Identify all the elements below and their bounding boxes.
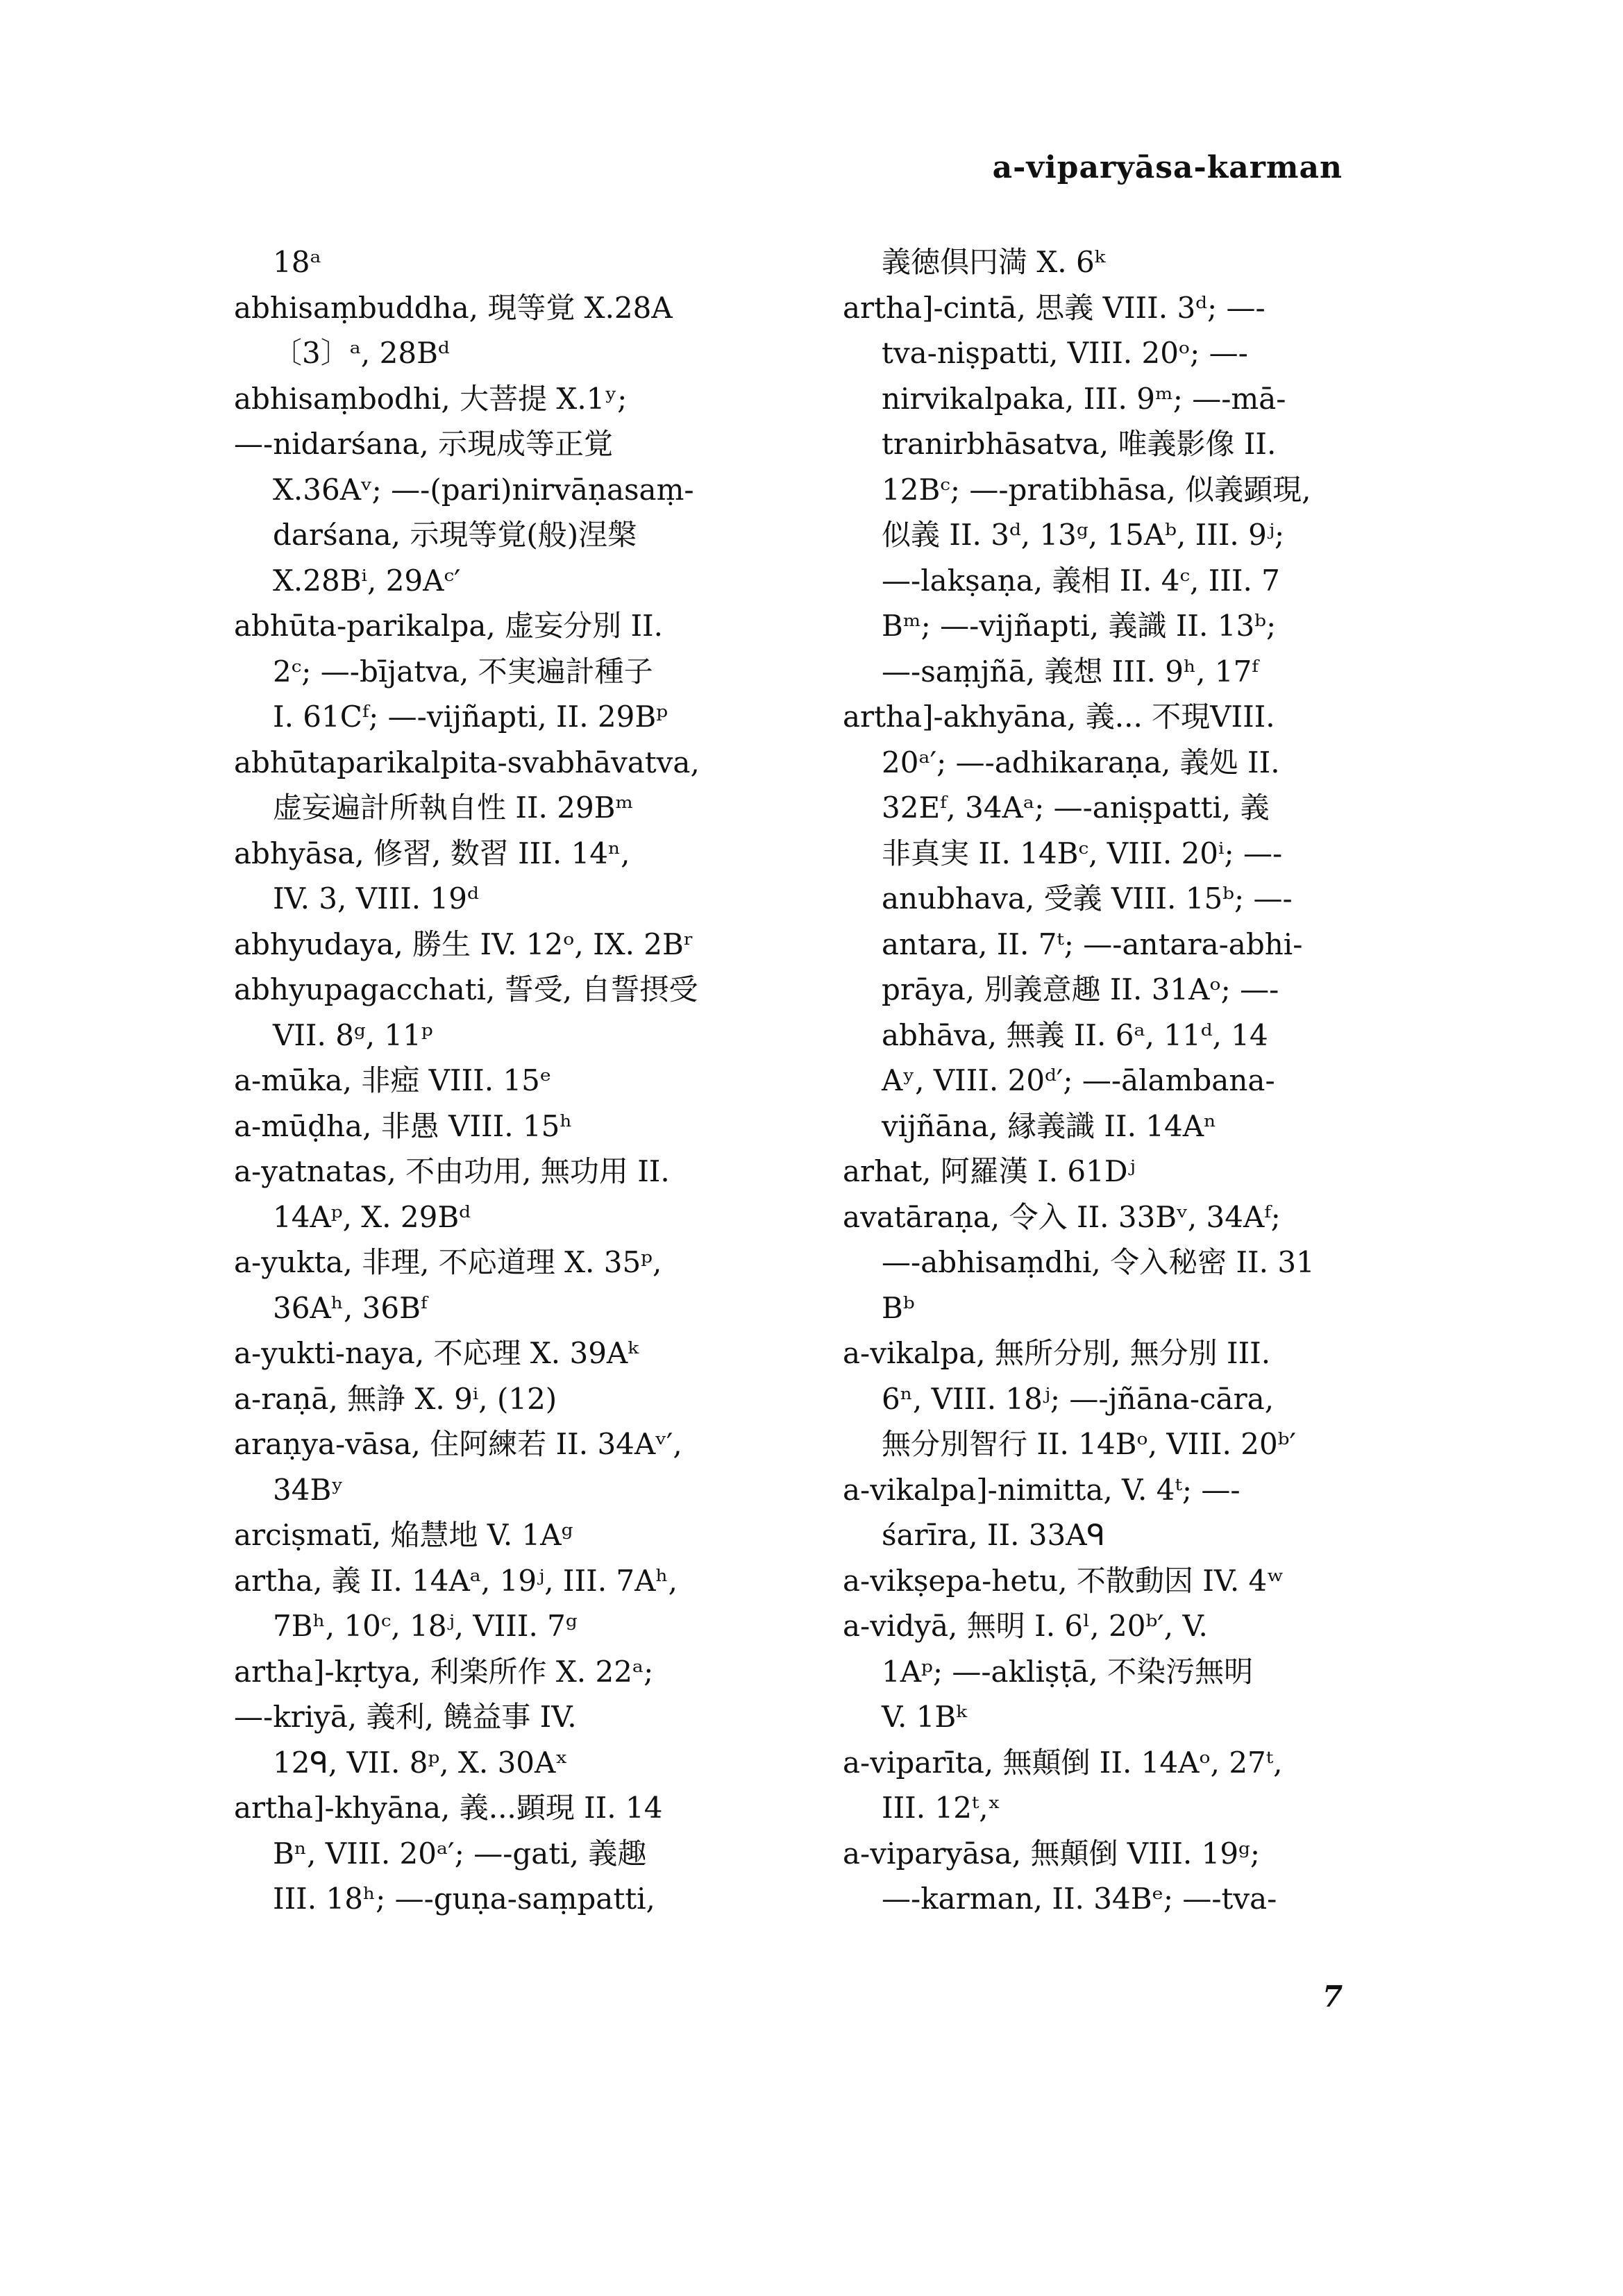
- index-entry-line: 34Bʸ: [273, 1472, 344, 1507]
- index-entry-line: —-saṃjñā, 義想 III. 9ʰ, 17ᶠ: [882, 654, 1259, 689]
- index-entry-line: V. 1Bᵏ: [882, 1700, 967, 1734]
- index-entry-line: 義徳倶円満 X. 6ᵏ: [882, 245, 1105, 279]
- index-entry-line: a-yukti-naya, 不応理 X. 39Aᵏ: [234, 1336, 639, 1370]
- index-entry-line: —-nidarśana, 示現成等正覚: [234, 427, 614, 461]
- index-entry-line: araṇya-vāsa, 住阿練若 II. 34Aᵛ′,: [234, 1427, 682, 1461]
- index-entry-line: avatāraṇa, 令入 II. 33Bᵛ, 34Aᶠ;: [843, 1199, 1281, 1234]
- index-entry-line: a-raṇā, 無諍 X. 9ⁱ, (12): [234, 1381, 557, 1416]
- index-entry-line: śarīra, II. 33Aᑫ: [882, 1518, 1105, 1552]
- index-entry-line: anubhava, 受義 VIII. 15ᵇ; —-: [882, 881, 1293, 915]
- index-entry-line: 1Aᵖ; —-akliṣṭā, 不染汚無明: [882, 1654, 1254, 1689]
- index-entry-line: a-vikṣepa-hetu, 不散動因 IV. 4ʷ: [843, 1563, 1284, 1598]
- index-entry-line: 6ⁿ, VIII. 18ʲ; —-jñāna-cāra,: [882, 1381, 1275, 1416]
- index-entry-line: 虚妄遍計所執自性 II. 29Bᵐ: [273, 791, 634, 825]
- index-entry-line: 12ᑫ, VII. 8ᵖ, X. 30Aˣ: [273, 1745, 569, 1780]
- index-entry-line: antara, II. 7ᵗ; —-antara-abhi-: [882, 927, 1303, 961]
- index-entry-line: prāya, 別義意趣 II. 31Aᵒ; —-: [882, 972, 1279, 1006]
- index-entry-line: arhat, 阿羅漢 I. 61Dʲ: [843, 1154, 1136, 1188]
- index-entry-line: Bⁿ, VIII. 20ᵃ′; —-gati, 義趣: [273, 1836, 647, 1871]
- index-entry-line: abhyudaya, 勝生 IV. 12ᵒ, IX. 2Bʳ: [234, 927, 694, 961]
- index-entry-line: a-vidyā, 無明 I. 6ˡ, 20ᵇ′, V.: [843, 1609, 1208, 1643]
- index-entry-line: tva-niṣpatti, VIII. 20ᵒ; —-: [882, 336, 1248, 370]
- index-entry-line: abhyupagacchati, 誓受, 自誓摂受: [234, 972, 698, 1006]
- page-number: 7: [1322, 1980, 1343, 2014]
- index-entry-line: a-yukta, 非理, 不応道理 X. 35ᵖ,: [234, 1245, 662, 1279]
- index-entry-line: abhūtaparikalpita-svabhāvatva,: [234, 745, 700, 779]
- index-entry-line: artha, 義 II. 14Aᵃ, 19ʲ, III. 7Aʰ,: [234, 1563, 678, 1598]
- index-entry-line: a-mūka, 非瘂 VIII. 15ᵉ: [234, 1063, 552, 1097]
- index-entry-line: 無分別智行 II. 14Bᵒ, VIII. 20ᵇ′: [882, 1427, 1297, 1461]
- index-entry-line: artha]-akhyāna, 義... 不現VIII.: [843, 700, 1275, 734]
- index-entry-line: 32Eᶠ, 34Aᵃ; —-aniṣpatti, 義: [882, 791, 1270, 825]
- index-entry-line: darśana, 示現等覚(般)涅槃: [273, 518, 637, 552]
- index-entry-line: —-karman, II. 34Bᵉ; —-tva-: [882, 1882, 1277, 1916]
- index-entry-line: artha]-cintā, 思義 VIII. 3ᵈ; —-: [843, 290, 1265, 325]
- right-column: [843, 239, 1398, 1922]
- index-entry-line: III. 18ʰ; —-guṇa-saṃpatti,: [273, 1882, 655, 1916]
- index-entry-line: a-vikalpa, 無所分別, 無分別 III.: [843, 1336, 1271, 1370]
- index-entry-line: vijñāna, 縁義識 II. 14Aⁿ: [882, 1108, 1217, 1143]
- running-head: a-viparyāsa-karman: [992, 150, 1343, 185]
- index-entry-line: X.36Aᵛ; —-(pari)nirvāṇasaṃ-: [273, 472, 694, 507]
- index-entry-line: a-viparīta, 無顛倒 II. 14Aᵒ, 27ᵗ,: [843, 1745, 1283, 1780]
- index-entry-line: 似義 II. 3ᵈ, 13ᵍ, 15Aᵇ, III. 9ʲ;: [882, 518, 1285, 552]
- index-entry-line: abhisaṃbuddha, 現等覚 X.28A: [234, 290, 673, 325]
- index-entry-line: Aʸ, VIII. 20ᵈ′; —-ālambana-: [882, 1063, 1275, 1097]
- index-entry-line: abhisaṃbodhi, 大菩提 X.1ʸ;: [234, 381, 628, 416]
- index-entry-line: abhūta-parikalpa, 虚妄分別 II.: [234, 609, 664, 643]
- index-entry-line: a-viparyāsa, 無顛倒 VIII. 19ᵍ;: [843, 1836, 1261, 1871]
- index-entry-line: 14Aᵖ, X. 29Bᵈ: [273, 1199, 471, 1234]
- index-entry-line: Bᵐ; —-vijñapti, 義識 II. 13ᵇ;: [882, 609, 1277, 643]
- index-entry-line: artha]-kṛtya, 利楽所作 X. 22ᵃ;: [234, 1654, 654, 1689]
- index-entry-line: nirvikalpaka, III. 9ᵐ; —-mā-: [882, 381, 1286, 416]
- index-entry-line: —-abhisaṃdhi, 令入秘密 II. 31: [882, 1245, 1315, 1279]
- index-entry-line: 7Bʰ, 10ᶜ, 18ʲ, VIII. 7ᵍ: [273, 1609, 578, 1643]
- left-column: [234, 239, 789, 1922]
- index-entry-line: 〔3〕ᵃ, 28Bᵈ: [273, 336, 450, 370]
- index-entry-line: a-yatnatas, 不由功用, 無功用 II.: [234, 1154, 670, 1188]
- index-entry-line: 2ᶜ; —-bījatva, 不実遍計種子: [273, 654, 653, 689]
- index-entry-line: artha]-khyāna, 義...顕現 II. 14: [234, 1791, 663, 1825]
- index-entry-line: I. 61Cᶠ; —-vijñapti, II. 29Bᵖ: [273, 700, 668, 734]
- index-entry-line: 20ᵃ′; —-adhikaraṇa, 義処 II.: [882, 745, 1280, 779]
- index-entry-line: abhāva, 無義 II. 6ᵃ, 11ᵈ, 14: [882, 1018, 1268, 1052]
- index-entry-line: —-kriyā, 義利, 饒益事 IV.: [234, 1700, 577, 1734]
- index-entry-line: abhyāsa, 修習, 数習 III. 14ⁿ,: [234, 836, 630, 870]
- index-entry-line: 12Bᶜ; —-pratibhāsa, 似義顕現,: [882, 472, 1311, 507]
- index-entry-line: Bᵇ: [882, 1290, 915, 1325]
- index-entry-line: IV. 3, VIII. 19ᵈ: [273, 881, 479, 915]
- index-entry-line: 36Aʰ, 36Bᶠ: [273, 1290, 428, 1325]
- index-entry-line: VII. 8ᵍ, 11ᵖ: [273, 1018, 433, 1052]
- index-entry-line: III. 12ᵗ,ˣ: [882, 1791, 1001, 1825]
- index-entry-line: arciṣmatī, 焔慧地 V. 1Aᵍ: [234, 1518, 573, 1552]
- index-entry-line: a-vikalpa]-nimitta, V. 4ᵗ; —-: [843, 1472, 1241, 1507]
- index-entry-line: —-lakṣaṇa, 義相 II. 4ᶜ, III. 7: [882, 563, 1280, 598]
- index-entry-line: tranirbhāsatva, 唯義影像 II.: [882, 427, 1277, 461]
- index-entry-line: a-mūḍha, 非愚 VIII. 15ʰ: [234, 1108, 573, 1143]
- index-entry-line: X.28Bⁱ, 29Aᶜ′: [273, 563, 461, 598]
- index-entry-line: 18ᵃ: [273, 245, 321, 279]
- index-entry-line: 非真実 II. 14Bᶜ, VIII. 20ⁱ; —-: [882, 836, 1283, 870]
